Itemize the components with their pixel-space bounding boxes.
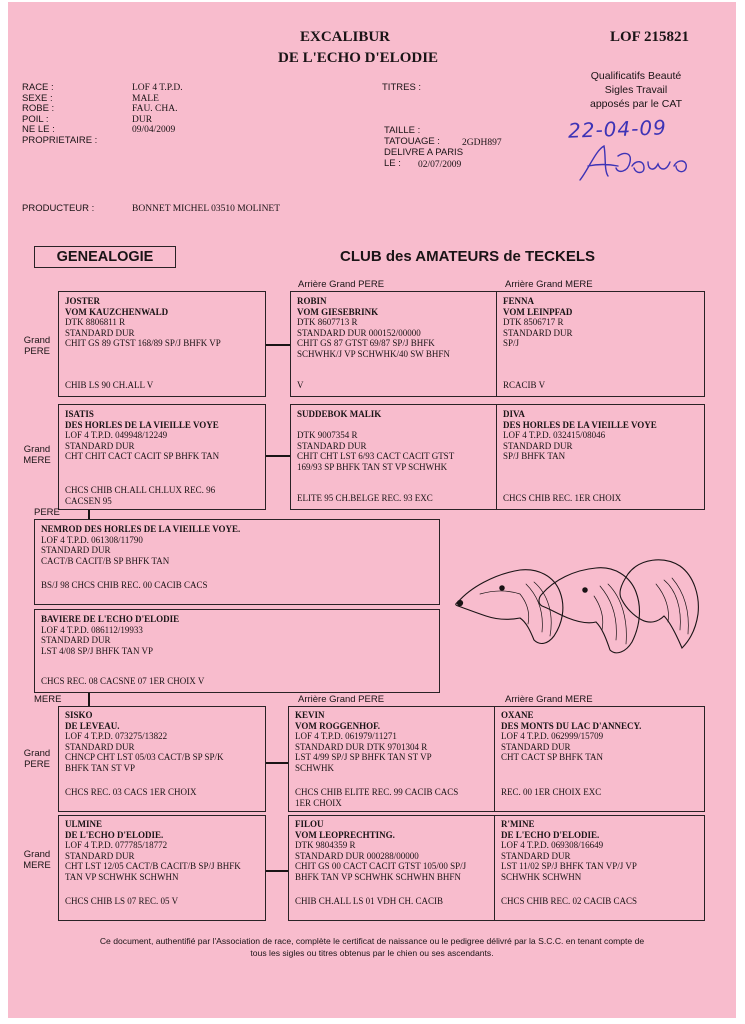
value-tatouage: 2GDH897 — [462, 138, 502, 148]
lof-number: LOF 215821 — [610, 29, 690, 45]
dog-name-line2: DE L'ECHO D'ELODIE — [278, 50, 439, 66]
mm-variety: STANDARD DUR — [65, 850, 135, 861]
ppm-cell — [497, 293, 704, 397]
ppm-reg: DTK 8506717 R — [503, 317, 564, 328]
pm-reg: LOF 4 T.P.D. 049948/12249 — [65, 430, 168, 441]
pere-footer: BS/J 98 CHCS CHIB REC. 00 CACIB CACS — [41, 580, 208, 591]
three-dachshund-heads-icon — [450, 550, 710, 658]
value-race: LOF 4 T.P.D. — [132, 83, 183, 93]
pmm-name: DIVA — [503, 409, 525, 419]
label-sexe: SEXE : — [22, 92, 53, 104]
mmm-kennel: DE L'ECHO D'ELODIE. — [501, 829, 600, 840]
label-producteur: PRODUCTEUR : — [22, 203, 95, 214]
ppp-titles2: SCHWHK/J VP SCHWHK/40 SW BHFN — [297, 348, 450, 359]
grand-word: Grand — [23, 849, 51, 860]
mpp-footer: CHCS CHIB ELITE REC. 99 CACIB CACS — [295, 787, 459, 798]
genealogie-heading: GENEALOGIE — [34, 246, 176, 268]
grand-pere-label-top — [22, 336, 52, 357]
mm-kennel: DE L'ECHO D'ELODIE. — [65, 829, 164, 840]
mpp-variety: STANDARD DUR DTK 9701304 R — [295, 741, 428, 752]
mpm-cell — [495, 707, 704, 812]
mpm-kennel: DES MONTS DU LAC D'ANNECY. — [501, 720, 642, 731]
ppp-titles: CHIT GS 87 GTST 69/87 SP/J BHFK — [297, 338, 435, 349]
ppp-kennel: VOM GIESEBRINK — [297, 306, 379, 317]
qualifs-block — [570, 69, 702, 111]
mpm-reg: LOF 4 T.P.D. 062999/15709 — [501, 731, 604, 742]
mmm-titles: LST 11/02 SP/J BHFK TAN VP/J VP — [501, 861, 637, 872]
pmp-name: SUDDEBOK MALIK — [297, 409, 382, 419]
mmp-kennel: VOM LEOPRECHTING. — [295, 829, 395, 840]
pp-connector — [266, 344, 290, 346]
label-ne-le: NE LE : — [22, 124, 55, 135]
mpp-kennel: VOM ROGGENHOF. — [295, 720, 380, 731]
value-robe: FAU. CHA. — [132, 104, 178, 114]
stamp-date: 22-04-09 — [567, 115, 668, 143]
pmp-kennel — [297, 420, 490, 431]
signature-icon — [574, 142, 704, 186]
mpp-cell — [289, 707, 494, 812]
pmm-kennel: DES HORLES DE LA VIEILLE VOYE — [503, 419, 657, 430]
mere-reg: LOF 4 T.P.D. 086112/19933 — [41, 624, 143, 635]
mm-titles: CHT LST 12/05 CACT/B CACIT/B SP/J BHFK — [65, 861, 241, 872]
mpp-titles2: SCHWHK — [295, 762, 335, 773]
club-heading: CLUB des AMATEURS de TECKELS — [340, 248, 596, 265]
label-titres: TITRES : — [382, 82, 422, 93]
label-le: LE : — [384, 158, 401, 169]
mmm-name: R'MINE — [501, 819, 535, 829]
mm-titles2: TAN VP SCHWHK SCHWHN — [65, 871, 179, 882]
mmp-name: FILOU — [295, 819, 324, 829]
pmm-reg: LOF 4 T.P.D. 032415/08046 — [503, 430, 606, 441]
mm-cell — [59, 816, 266, 921]
label-tatouage: TATOUAGE : — [384, 136, 440, 147]
mp-kennel: DE LEVEAU. — [65, 720, 120, 731]
label-poil: POIL : — [22, 113, 49, 125]
grand-pere-label-bottom — [22, 749, 52, 770]
mere-footer: CHCS REC. 08 CACSNE 07 1ER CHOIX V — [41, 676, 205, 687]
pere-name: NEMROD DES HORLES DE LA VIEILLE VOYE. — [41, 524, 241, 534]
mm-footer: CHCS CHIB LS 07 REC. 05 V — [65, 896, 179, 907]
pmm-cell — [497, 406, 704, 510]
qualifs-line2: Sigles Travail — [604, 84, 668, 96]
mp-cell — [59, 707, 266, 812]
mere-name: BAVIERE DE L'ECHO D'ELODIE — [41, 614, 180, 624]
mmp-titles2: BHFK TAN VP SCHWHK SCHWHN BHFN — [295, 871, 461, 882]
identity-labels — [22, 83, 97, 146]
mm-name: ULMINE — [65, 819, 103, 829]
mp-name: SISKO — [65, 710, 93, 720]
pere-word: PERE — [24, 758, 50, 770]
mere-word: MERE — [23, 454, 51, 466]
pere-reg: LOF 4 T.P.D. 061308/11790 — [41, 534, 143, 545]
pm-connector — [266, 455, 290, 457]
mmp-footer: CHIB CH.ALL LS 01 VDH CH. CACIB — [295, 896, 444, 907]
grand-word: Grand — [23, 335, 51, 346]
pm-cell — [59, 406, 266, 510]
value-le: 02/07/2009 — [418, 160, 462, 170]
mp-variety: STANDARD DUR — [65, 741, 135, 752]
ppp-name: ROBIN — [297, 296, 327, 306]
mpp-name: KEVIN — [295, 710, 325, 720]
pm-variety: STANDARD DUR — [65, 440, 135, 451]
mpm-footer: REC. 00 1ER CHOIX EXC — [501, 787, 602, 798]
ppp-variety: STANDARD DUR 000152/00000 — [297, 327, 421, 338]
mpm-name: OXANE — [501, 710, 534, 720]
mpp-footer2: 1ER CHOIX — [295, 798, 342, 809]
grand-word: Grand — [23, 748, 51, 759]
ppm-name: FENNA — [503, 296, 534, 306]
mp-reg: LOF 4 T.P.D. 073275/13822 — [65, 731, 168, 742]
mmm-titles2: SCHWHK SCHWHN — [501, 871, 582, 882]
identity-values — [132, 83, 183, 136]
mpm-titles: CHT CACT SP BHFK TAN — [501, 752, 603, 763]
mmp-variety: STANDARD DUR 000288/00000 — [295, 850, 419, 861]
ppp-reg: DTK 8607713 R — [297, 317, 358, 328]
footer-line1: Ce document, authentifié par l'Association de race, complète le certificat de naissance ou le pedigree délivré par la S.C.C. en tenant compte de — [99, 936, 645, 946]
mere-word: MERE — [23, 859, 51, 871]
footer-line2: tous les sigles ou titres obtenus par le chien ou ses ascendants. — [250, 947, 494, 958]
pmp-titles2: 169/93 SP BHFK TAN ST VP SCHWHK — [297, 461, 448, 472]
grand-mere-label-bottom — [22, 850, 52, 871]
pm-name: ISATIS — [65, 409, 94, 419]
mp-connector — [266, 762, 288, 764]
mp-titles: CHNCP CHT LST 05/03 CACT/B SP SP/K — [65, 752, 224, 763]
pmp-cell — [291, 406, 496, 510]
mere-label: MERE — [34, 694, 62, 705]
pere-word: PERE — [24, 345, 50, 357]
grand-mere-label-top — [22, 445, 52, 466]
pere-label: PERE — [34, 507, 60, 518]
pp-reg: DTK 8806811 R — [65, 317, 126, 328]
label-taille: TAILLE : — [384, 125, 421, 136]
pm-footer2: CACSEN 95 — [65, 496, 112, 507]
mmp-titles: CHIT GS 00 CACT CACIT GTST 105/00 SP/J — [295, 861, 467, 872]
mmp-cell — [289, 816, 494, 921]
agp-label-top: Arrière Grand PERE — [298, 279, 385, 290]
mmm-footer: CHCS CHIB REC. 02 CACIB CACS — [501, 896, 638, 907]
mere-tick — [88, 693, 90, 706]
value-ne-le: 09/04/2009 — [132, 125, 176, 135]
mm-reg: LOF 4 T.P.D. 077785/18772 — [65, 840, 168, 851]
value-poil: DUR — [132, 114, 153, 125]
mere-titles: LST 4/08 SP/J BHFK TAN VP — [41, 645, 154, 656]
mpp-titles: LST 4/99 SP/J SP BHFK TAN ST VP — [295, 752, 432, 763]
mp-titles2: BHFK TAN ST VP — [65, 762, 136, 773]
pp-cell — [59, 293, 266, 397]
pmm-titles: SP/J BHFK TAN — [503, 451, 566, 462]
dog-name-line1: EXCALIBUR — [300, 29, 391, 45]
mpp-reg: LOF 4 T.P.D. 061979/11271 — [295, 731, 397, 742]
pere-variety: STANDARD DUR — [41, 545, 111, 556]
agm-label-bottom: Arrière Grand MERE — [505, 694, 593, 705]
label-delivre: DELIVRE A PARIS — [384, 147, 464, 158]
mere-cell — [35, 611, 439, 693]
mpm-variety: STANDARD DUR — [501, 741, 571, 752]
agm-label-top: Arrière Grand MERE — [505, 279, 593, 290]
mmm-variety: STANDARD DUR — [501, 850, 571, 861]
value-sexe: MALE — [132, 93, 159, 104]
pmp-reg: DTK 9007354 R — [297, 430, 358, 441]
qualifs-line3: apposés par le CAT — [589, 98, 683, 110]
pm-titles: CHT CHIT CACT CACIT SP BHFK TAN — [65, 451, 220, 462]
pm-footer: CHCS CHIB CH.ALL CH.LUX REC. 96 — [65, 485, 216, 496]
pmp-footer: ELITE 95 CH.BELGE REC. 93 EXC — [297, 493, 433, 504]
pm-kennel: DES HORLES DE LA VIEILLE VOYE — [65, 419, 219, 430]
pere-cell — [35, 521, 439, 605]
pmm-footer: CHCS CHIB REC. 1ER CHOIX — [503, 493, 622, 504]
mmm-reg: LOF 4 T.P.D. 069308/16649 — [501, 840, 604, 851]
mm-connector — [266, 870, 288, 872]
pere-titles: CACT/B CACIT/B SP BHFK TAN — [41, 555, 170, 566]
value-producteur: BONNET MICHEL 03510 MOLINET — [132, 204, 281, 214]
ppm-footer: RCACIB V — [503, 380, 546, 391]
qualifs-line1: Qualificatifs Beauté — [590, 70, 682, 82]
agp-label-bottom: Arrière Grand PERE — [298, 694, 385, 705]
pmp-variety: STANDARD DUR — [297, 440, 367, 451]
mmm-cell — [495, 816, 704, 921]
pp-variety: STANDARD DUR — [65, 327, 135, 338]
mp-footer: CHCS REC. 03 CACS 1ER CHOIX — [65, 787, 197, 798]
label-race: RACE : — [22, 82, 54, 93]
pedigree-sheet — [8, 2, 736, 1018]
label-robe: ROBE : — [22, 103, 55, 114]
mere-variety: STANDARD DUR — [41, 635, 111, 646]
pp-footer: CHIB LS 90 CH.ALL V — [65, 380, 154, 391]
ppp-cell — [291, 293, 496, 397]
ppm-variety: STANDARD DUR — [503, 327, 573, 338]
ppm-kennel: VOM LEINPFAD — [503, 306, 573, 317]
pmm-variety: STANDARD DUR — [503, 440, 573, 451]
pp-kennel: VOM KAUZCHENWALD — [65, 306, 169, 317]
pmp-titles: CHIT CHT LST 6/93 CACT CACIT GTST — [297, 451, 455, 462]
label-proprietaire: PROPRIETAIRE : — [22, 134, 98, 146]
pp-titles: CHIT GS 89 GTST 168/89 SP/J BHFK VP — [65, 338, 221, 349]
mmp-reg: DTK 9804359 R — [295, 840, 356, 851]
grand-word: Grand — [23, 444, 51, 455]
footer-note — [18, 936, 726, 959]
pp-name: JOSTER — [65, 296, 101, 306]
ppm-titles: SP/J — [503, 338, 520, 349]
ppp-footer: V — [297, 380, 304, 391]
